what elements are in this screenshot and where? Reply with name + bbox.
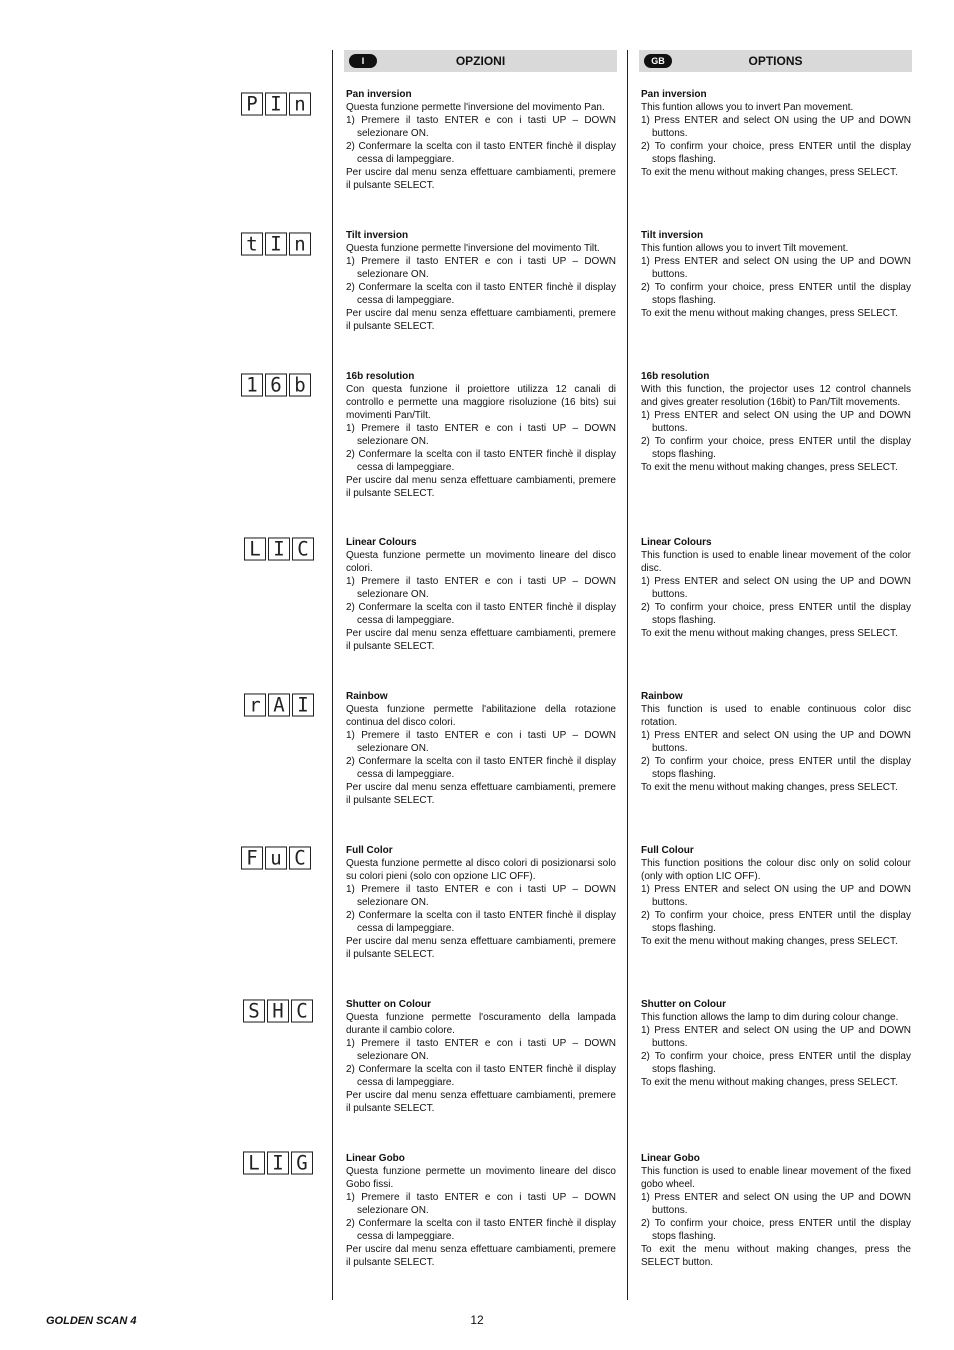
lcd-display-rai — [244, 694, 314, 716]
section-exit-note: Per uscire dal menu senza effettuare cambiamenti, premere il pulsante SELECT. — [346, 1090, 616, 1114]
section-exit-note: Per uscire dal menu senza effettuare cambiamenti, premere il pulsante SELECT. — [346, 308, 616, 332]
section-intro: With this function, the projector uses 12 control channels and gives greater resolution (16bit) to Pan/Tilt movements. — [641, 384, 911, 408]
section-step: 1) Press ENTER and select ON using the UP and DOWN buttons. — [641, 410, 911, 434]
lcd-digit: C — [292, 537, 314, 560]
section-en-shutter-on-colour — [641, 998, 911, 1089]
lcd-digit: P — [241, 92, 263, 115]
lcd-display-16b — [241, 374, 311, 396]
section-step: 2) To confirm your choice, press ENTER until the display stops flashing. — [641, 282, 911, 306]
header-italian — [344, 50, 617, 72]
lcd-digit: I — [265, 232, 287, 255]
section-intro: This function is used to enable continuous color disc rotation. — [641, 704, 911, 728]
lcd-display-shc — [243, 1000, 313, 1022]
section-it-linear-colours — [346, 536, 616, 653]
section-exit-note: To exit the menu without making changes, press SELECT. — [641, 167, 898, 178]
lcd-digit: L — [244, 537, 266, 560]
section-step: 2) To confirm your choice, press ENTER until the display stops flashing. — [641, 910, 911, 934]
lcd-digit: C — [289, 846, 311, 869]
column-divider-right — [627, 50, 628, 1300]
section-step: 1) Premere il tasto ENTER e con i tasti UP – DOWN selezionare ON. — [346, 256, 616, 280]
section-en-rainbow — [641, 690, 911, 794]
section-title: Rainbow — [641, 691, 683, 702]
section-step: 1) Press ENTER and select ON using the UP and DOWN buttons. — [641, 256, 911, 280]
lcd-display-lig — [243, 1152, 313, 1174]
language-badge-it: I — [349, 54, 377, 68]
header-title-it: OPZIONI — [455, 54, 506, 68]
section-intro: Questa funzione permette al disco colori di posizionarsi solo su colori pieni (solo con opzione LIC OFF). — [346, 858, 616, 882]
section-it-rainbow — [346, 690, 616, 807]
section-it-tilt-inversion — [346, 229, 616, 333]
page-number: 12 — [470, 1313, 484, 1327]
lcd-digit: I — [267, 1151, 289, 1174]
section-step: 2) To confirm your choice, press ENTER until the display stops flashing. — [641, 141, 911, 165]
header-title-en: OPTIONS — [748, 54, 803, 68]
section-intro: Questa funzione permette l'abilitazione della rotazione continua del disco colori. — [346, 704, 616, 728]
lcd-digit: H — [267, 999, 289, 1022]
section-exit-note: Per uscire dal menu senza effettuare cambiamenti, premere il pulsante SELECT. — [346, 782, 616, 806]
section-intro: Questa funzione permette l'inversione del movimento Tilt. — [346, 243, 600, 254]
section-intro: Questa funzione permette l'oscuramento della lampada durante il cambio colore. — [346, 1012, 616, 1036]
section-title: Pan inversion — [346, 89, 412, 100]
section-step: 1) Press ENTER and select ON using the UP and DOWN buttons. — [641, 730, 911, 754]
section-step: 2) Confermare la scelta con il tasto ENTER finchè il display cessa di lampeggiare. — [346, 756, 616, 780]
section-title: Linear Colours — [641, 537, 712, 548]
lcd-display-lic — [244, 538, 314, 560]
section-exit-note: Per uscire dal menu senza effettuare cambiamenti, premere il pulsante SELECT. — [346, 1244, 616, 1268]
section-exit-note: Per uscire dal menu senza effettuare cambiamenti, premere il pulsante SELECT. — [346, 167, 616, 191]
lcd-digit: I — [292, 693, 314, 716]
section-exit-note: To exit the menu without making changes, press SELECT. — [641, 628, 898, 639]
lcd-digit: I — [268, 537, 290, 560]
section-title: Shutter on Colour — [346, 999, 431, 1010]
lcd-digit: n — [289, 92, 311, 115]
section-step: 2) To confirm your choice, press ENTER until the display stops flashing. — [641, 1218, 911, 1242]
section-exit-note: To exit the menu without making changes, press SELECT. — [641, 308, 898, 319]
lcd-digit: r — [244, 693, 266, 716]
section-en-linear-colours — [641, 536, 911, 640]
section-it-shutter-on-colour — [346, 998, 616, 1115]
section-step: 2) Confermare la scelta con il tasto ENTER finchè il display cessa di lampeggiare. — [346, 282, 616, 306]
section-intro: This funtion allows you to invert Tilt movement. — [641, 243, 849, 254]
section-title: Full Color — [346, 845, 393, 856]
section-step: 2) Confermare la scelta con il tasto ENTER finchè il display cessa di lampeggiare. — [346, 141, 616, 165]
section-step: 2) Confermare la scelta con il tasto ENTER finchè il display cessa di lampeggiare. — [346, 910, 616, 934]
lcd-display-fuc — [241, 847, 311, 869]
section-step: 1) Press ENTER and select ON using the UP and DOWN buttons. — [641, 1192, 911, 1216]
section-step: 1) Press ENTER and select ON using the UP and DOWN buttons. — [641, 884, 911, 908]
section-exit-note: To exit the menu without making changes, press the SELECT button. — [641, 1244, 911, 1268]
lcd-digit: G — [291, 1151, 313, 1174]
section-title: Tilt inversion — [346, 230, 409, 241]
section-step: 1) Premere il tasto ENTER e con i tasti UP – DOWN selezionare ON. — [346, 423, 616, 447]
section-exit-note: Per uscire dal menu senza effettuare cambiamenti, premere il pulsante SELECT. — [346, 936, 616, 960]
language-badge-en: GB — [644, 54, 672, 68]
section-title: Linear Gobo — [346, 1153, 405, 1164]
section-intro: This function is used to enable linear movement of the fixed gobo wheel. — [641, 1166, 911, 1190]
section-title: 16b resolution — [641, 371, 710, 382]
section-step: 1) Press ENTER and select ON using the UP and DOWN buttons. — [641, 576, 911, 600]
section-exit-note: To exit the menu without making changes, press SELECT. — [641, 782, 898, 793]
lcd-digit: A — [268, 693, 290, 716]
section-step: 2) Confermare la scelta con il tasto ENTER finchè il display cessa di lampeggiare. — [346, 449, 616, 473]
section-exit-note: To exit the menu without making changes, press SELECT. — [641, 1077, 898, 1088]
section-step: 1) Premere il tasto ENTER e con i tasti UP – DOWN selezionare ON. — [346, 115, 616, 139]
section-intro: This function is used to enable linear movement of the color disc. — [641, 550, 911, 574]
section-step: 2) Confermare la scelta con il tasto ENTER finchè il display cessa di lampeggiare. — [346, 1218, 616, 1242]
section-title: 16b resolution — [346, 371, 415, 382]
lcd-digit: I — [265, 92, 287, 115]
footer-product-name: GOLDEN SCAN 4 — [46, 1315, 137, 1327]
lcd-digit: b — [289, 373, 311, 396]
lcd-digit: C — [291, 999, 313, 1022]
lcd-display-pin — [241, 93, 311, 115]
section-step: 2) Confermare la scelta con il tasto ENTER finchè il display cessa di lampeggiare. — [346, 1064, 616, 1088]
section-exit-note: To exit the menu without making changes, press SELECT. — [641, 462, 898, 473]
lcd-digit: n — [289, 232, 311, 255]
section-step: 1) Press ENTER and select ON using the UP and DOWN buttons. — [641, 115, 911, 139]
header-english — [639, 50, 912, 72]
section-step: 2) To confirm your choice, press ENTER until the display stops flashing. — [641, 602, 911, 626]
column-divider-left — [332, 50, 333, 1300]
section-it-pan-inversion — [346, 88, 616, 192]
section-step: 2) To confirm your choice, press ENTER until the display stops flashing. — [641, 436, 911, 460]
lcd-digit: 1 — [241, 373, 263, 396]
section-en-tilt-inversion — [641, 229, 911, 320]
section-en-16b-resolution — [641, 370, 911, 474]
section-en-full-colour — [641, 844, 911, 948]
section-intro: Questa funzione permette un movimento lineare del disco Gobo fissi. — [346, 1166, 616, 1190]
section-title: Linear Gobo — [641, 1153, 700, 1164]
lcd-display-tin — [241, 233, 311, 255]
section-intro: Questa funzione permette l'inversione del movimento Pan. — [346, 102, 605, 113]
lcd-digit: t — [241, 232, 263, 255]
section-it-16b-resolution — [346, 370, 616, 500]
section-step: 1) Premere il tasto ENTER e con i tasti UP – DOWN selezionare ON. — [346, 884, 616, 908]
section-en-linear-gobo — [641, 1152, 911, 1269]
section-intro: This function allows the lamp to dim during colour change. — [641, 1012, 899, 1023]
section-title: Rainbow — [346, 691, 388, 702]
section-step: 1) Premere il tasto ENTER e con i tasti UP – DOWN selezionare ON. — [346, 1038, 616, 1062]
section-intro: Con questa funzione il proiettore utilizza 12 canali di controllo e permette una maggiore risoluzione (16 bits) sui movimenti Pan/Tilt. — [346, 384, 616, 421]
section-it-full-color — [346, 844, 616, 961]
section-step: 1) Premere il tasto ENTER e con i tasti UP – DOWN selezionare ON. — [346, 730, 616, 754]
section-title: Linear Colours — [346, 537, 417, 548]
section-title: Shutter on Colour — [641, 999, 726, 1010]
lcd-digit: S — [243, 999, 265, 1022]
section-title: Full Colour — [641, 845, 694, 856]
section-step: 2) Confermare la scelta con il tasto ENTER finchè il display cessa di lampeggiare. — [346, 602, 616, 626]
section-step: 2) To confirm your choice, press ENTER until the display stops flashing. — [641, 1051, 911, 1075]
lcd-digit: 6 — [265, 373, 287, 396]
lcd-digit: u — [265, 846, 287, 869]
section-intro: This function positions the colour disc only on solid colour (only with option LIC OFF). — [641, 858, 911, 882]
section-title: Tilt inversion — [641, 230, 704, 241]
section-title: Pan inversion — [641, 89, 707, 100]
section-intro: Questa funzione permette un movimento lineare del disco colori. — [346, 550, 616, 574]
section-intro: This funtion allows you to invert Pan movement. — [641, 102, 854, 113]
lcd-digit: L — [243, 1151, 265, 1174]
section-it-linear-gobo — [346, 1152, 616, 1269]
section-exit-note: To exit the menu without making changes, press SELECT. — [641, 936, 898, 947]
section-step: 2) To confirm your choice, press ENTER until the display stops flashing. — [641, 756, 911, 780]
section-en-pan-inversion — [641, 88, 911, 179]
section-exit-note: Per uscire dal menu senza effettuare cambiamenti, premere il pulsante SELECT. — [346, 475, 616, 499]
section-step: 1) Press ENTER and select ON using the UP and DOWN buttons. — [641, 1025, 911, 1049]
section-exit-note: Per uscire dal menu senza effettuare cambiamenti, premere il pulsante SELECT. — [346, 628, 616, 652]
lcd-digit: F — [241, 846, 263, 869]
section-step: 1) Premere il tasto ENTER e con i tasti UP – DOWN selezionare ON. — [346, 576, 616, 600]
section-step: 1) Premere il tasto ENTER e con i tasti UP – DOWN selezionare ON. — [346, 1192, 616, 1216]
